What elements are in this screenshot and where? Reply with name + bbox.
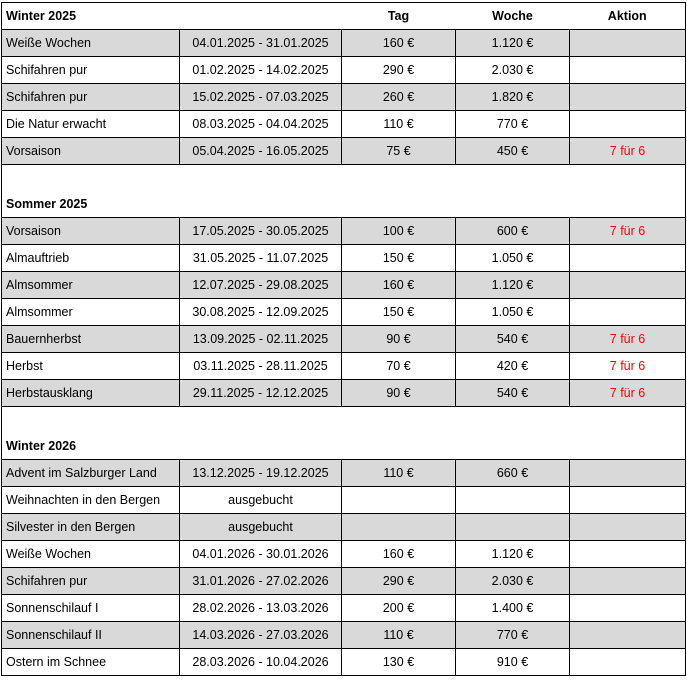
table-row: [2, 487, 686, 514]
price-week: 600 €: [456, 218, 570, 245]
period-name: Herbstausklang: [2, 380, 180, 407]
price-week: 1.050 €: [456, 245, 570, 272]
spacer-cell: [2, 407, 686, 434]
price-table-body: [2, 3, 686, 676]
price-day: 90 €: [342, 380, 456, 407]
period-dates: 29.11.2025 - 12.12.2025: [180, 380, 342, 407]
action-label: 7 für 6: [570, 353, 686, 380]
price-week: [456, 514, 570, 541]
action-label: 7 für 6: [570, 218, 686, 245]
price-day: 70 €: [342, 353, 456, 380]
section-header-row: [2, 433, 686, 460]
price-week: 1.120 €: [456, 272, 570, 299]
spacer-cell: [2, 165, 686, 192]
header-blank: [570, 433, 686, 460]
action-label: 7 für 6: [570, 138, 686, 165]
header-blank: [456, 433, 570, 460]
table-row: [2, 57, 686, 84]
period-dates: 13.12.2025 - 19.12.2025: [180, 460, 342, 487]
price-day: 200 €: [342, 595, 456, 622]
price-day: [342, 487, 456, 514]
action-label: [570, 622, 686, 649]
header-blank: [180, 191, 342, 218]
period-name: Schifahren pur: [2, 84, 180, 111]
section-spacer: [2, 165, 686, 192]
section-title: Sommer 2025: [2, 191, 180, 218]
period-name: Vorsaison: [2, 218, 180, 245]
price-day: 110 €: [342, 622, 456, 649]
period-name: Vorsaison: [2, 138, 180, 165]
period-name: Almsommer: [2, 299, 180, 326]
period-dates: 12.07.2025 - 29.08.2025: [180, 272, 342, 299]
period-dates: 14.03.2026 - 27.03.2026: [180, 622, 342, 649]
price-day: 110 €: [342, 460, 456, 487]
period-dates: 05.04.2025 - 16.05.2025: [180, 138, 342, 165]
period-name: Advent im Salzburger Land: [2, 460, 180, 487]
period-name: Almauftrieb: [2, 245, 180, 272]
price-day: 130 €: [342, 649, 456, 676]
table-row: [2, 272, 686, 299]
table-row: [2, 380, 686, 407]
period-dates: 03.11.2025 - 28.11.2025: [180, 353, 342, 380]
period-name: Die Natur erwacht: [2, 111, 180, 138]
table-row: [2, 460, 686, 487]
section-spacer: [2, 407, 686, 434]
header-day: Tag: [342, 3, 456, 30]
action-label: 7 für 6: [570, 326, 686, 353]
action-label: [570, 111, 686, 138]
price-table: [1, 2, 685, 676]
period-dates: ausgebucht: [180, 487, 342, 514]
period-dates: 04.01.2025 - 31.01.2025: [180, 30, 342, 57]
price-week: 420 €: [456, 353, 570, 380]
price-week: 2.030 €: [456, 568, 570, 595]
table-row: [2, 568, 686, 595]
price-day: 75 €: [342, 138, 456, 165]
section-title: Winter 2026: [2, 433, 180, 460]
price-week: 540 €: [456, 380, 570, 407]
period-dates: 28.02.2026 - 13.03.2026: [180, 595, 342, 622]
table-row: [2, 84, 686, 111]
period-name: Almsommer: [2, 272, 180, 299]
price-day: 160 €: [342, 541, 456, 568]
price-week: 1.050 €: [456, 299, 570, 326]
price-week: 1.400 €: [456, 595, 570, 622]
header-blank: [456, 191, 570, 218]
action-label: [570, 30, 686, 57]
section-header-row: [2, 3, 686, 30]
table-row: [2, 514, 686, 541]
action-label: [570, 299, 686, 326]
period-name: Weihnachten in den Bergen: [2, 487, 180, 514]
section-title: Winter 2025: [2, 3, 180, 30]
header-blank: [180, 3, 342, 30]
price-day: 290 €: [342, 568, 456, 595]
period-dates: 28.03.2026 - 10.04.2026: [180, 649, 342, 676]
period-name: Schifahren pur: [2, 57, 180, 84]
price-day: [342, 514, 456, 541]
price-week: 540 €: [456, 326, 570, 353]
period-dates: 30.08.2025 - 12.09.2025: [180, 299, 342, 326]
table-row: [2, 649, 686, 676]
price-week: 1.820 €: [456, 84, 570, 111]
price-week: 450 €: [456, 138, 570, 165]
action-label: [570, 568, 686, 595]
table-row: [2, 111, 686, 138]
period-name: Sonnenschilauf II: [2, 622, 180, 649]
action-label: [570, 514, 686, 541]
period-dates: 04.01.2026 - 30.01.2026: [180, 541, 342, 568]
price-day: 90 €: [342, 326, 456, 353]
period-name: Weiße Wochen: [2, 30, 180, 57]
table-row: [2, 353, 686, 380]
action-label: [570, 487, 686, 514]
price-week: 770 €: [456, 622, 570, 649]
price-week: 660 €: [456, 460, 570, 487]
price-day: 150 €: [342, 299, 456, 326]
action-label: [570, 245, 686, 272]
period-dates: 01.02.2025 - 14.02.2025: [180, 57, 342, 84]
table-row: [2, 541, 686, 568]
table-row: [2, 138, 686, 165]
header-action: Aktion: [570, 3, 686, 30]
header-blank: [180, 433, 342, 460]
price-week: 2.030 €: [456, 57, 570, 84]
price-week: 1.120 €: [456, 30, 570, 57]
price-day: 260 €: [342, 84, 456, 111]
table-row: [2, 218, 686, 245]
action-label: [570, 272, 686, 299]
price-week: [456, 487, 570, 514]
period-name: Herbst: [2, 353, 180, 380]
period-name: Sonnenschilauf I: [2, 595, 180, 622]
period-name: Ostern im Schnee: [2, 649, 180, 676]
action-label: [570, 595, 686, 622]
period-dates: 17.05.2025 - 30.05.2025: [180, 218, 342, 245]
header-week: Woche: [456, 3, 570, 30]
period-dates: 31.05.2025 - 11.07.2025: [180, 245, 342, 272]
period-dates: 13.09.2025 - 02.11.2025: [180, 326, 342, 353]
price-day: 150 €: [342, 245, 456, 272]
action-label: [570, 649, 686, 676]
period-dates: 31.01.2026 - 27.02.2026: [180, 568, 342, 595]
table-row: [2, 622, 686, 649]
period-dates: 15.02.2025 - 07.03.2025: [180, 84, 342, 111]
period-name: Bauernherbst: [2, 326, 180, 353]
price-day: 160 €: [342, 272, 456, 299]
price-day: 160 €: [342, 30, 456, 57]
price-week: 1.120 €: [456, 541, 570, 568]
price-week: 910 €: [456, 649, 570, 676]
action-label: [570, 84, 686, 111]
action-label: [570, 57, 686, 84]
price-day: 110 €: [342, 111, 456, 138]
price-day: 100 €: [342, 218, 456, 245]
header-blank: [342, 433, 456, 460]
table-row: [2, 326, 686, 353]
action-label: [570, 541, 686, 568]
action-label: [570, 460, 686, 487]
action-label: 7 für 6: [570, 380, 686, 407]
header-blank: [342, 191, 456, 218]
table-row: [2, 30, 686, 57]
period-name: Schifahren pur: [2, 568, 180, 595]
header-blank: [570, 191, 686, 218]
period-name: Weiße Wochen: [2, 541, 180, 568]
price-week: 770 €: [456, 111, 570, 138]
table-row: [2, 299, 686, 326]
table-row: [2, 595, 686, 622]
price-table-grid: [1, 2, 686, 676]
table-row: [2, 245, 686, 272]
period-dates: 08.03.2025 - 04.04.2025: [180, 111, 342, 138]
section-header-row: [2, 191, 686, 218]
period-dates: ausgebucht: [180, 514, 342, 541]
price-day: 290 €: [342, 57, 456, 84]
period-name: Silvester in den Bergen: [2, 514, 180, 541]
